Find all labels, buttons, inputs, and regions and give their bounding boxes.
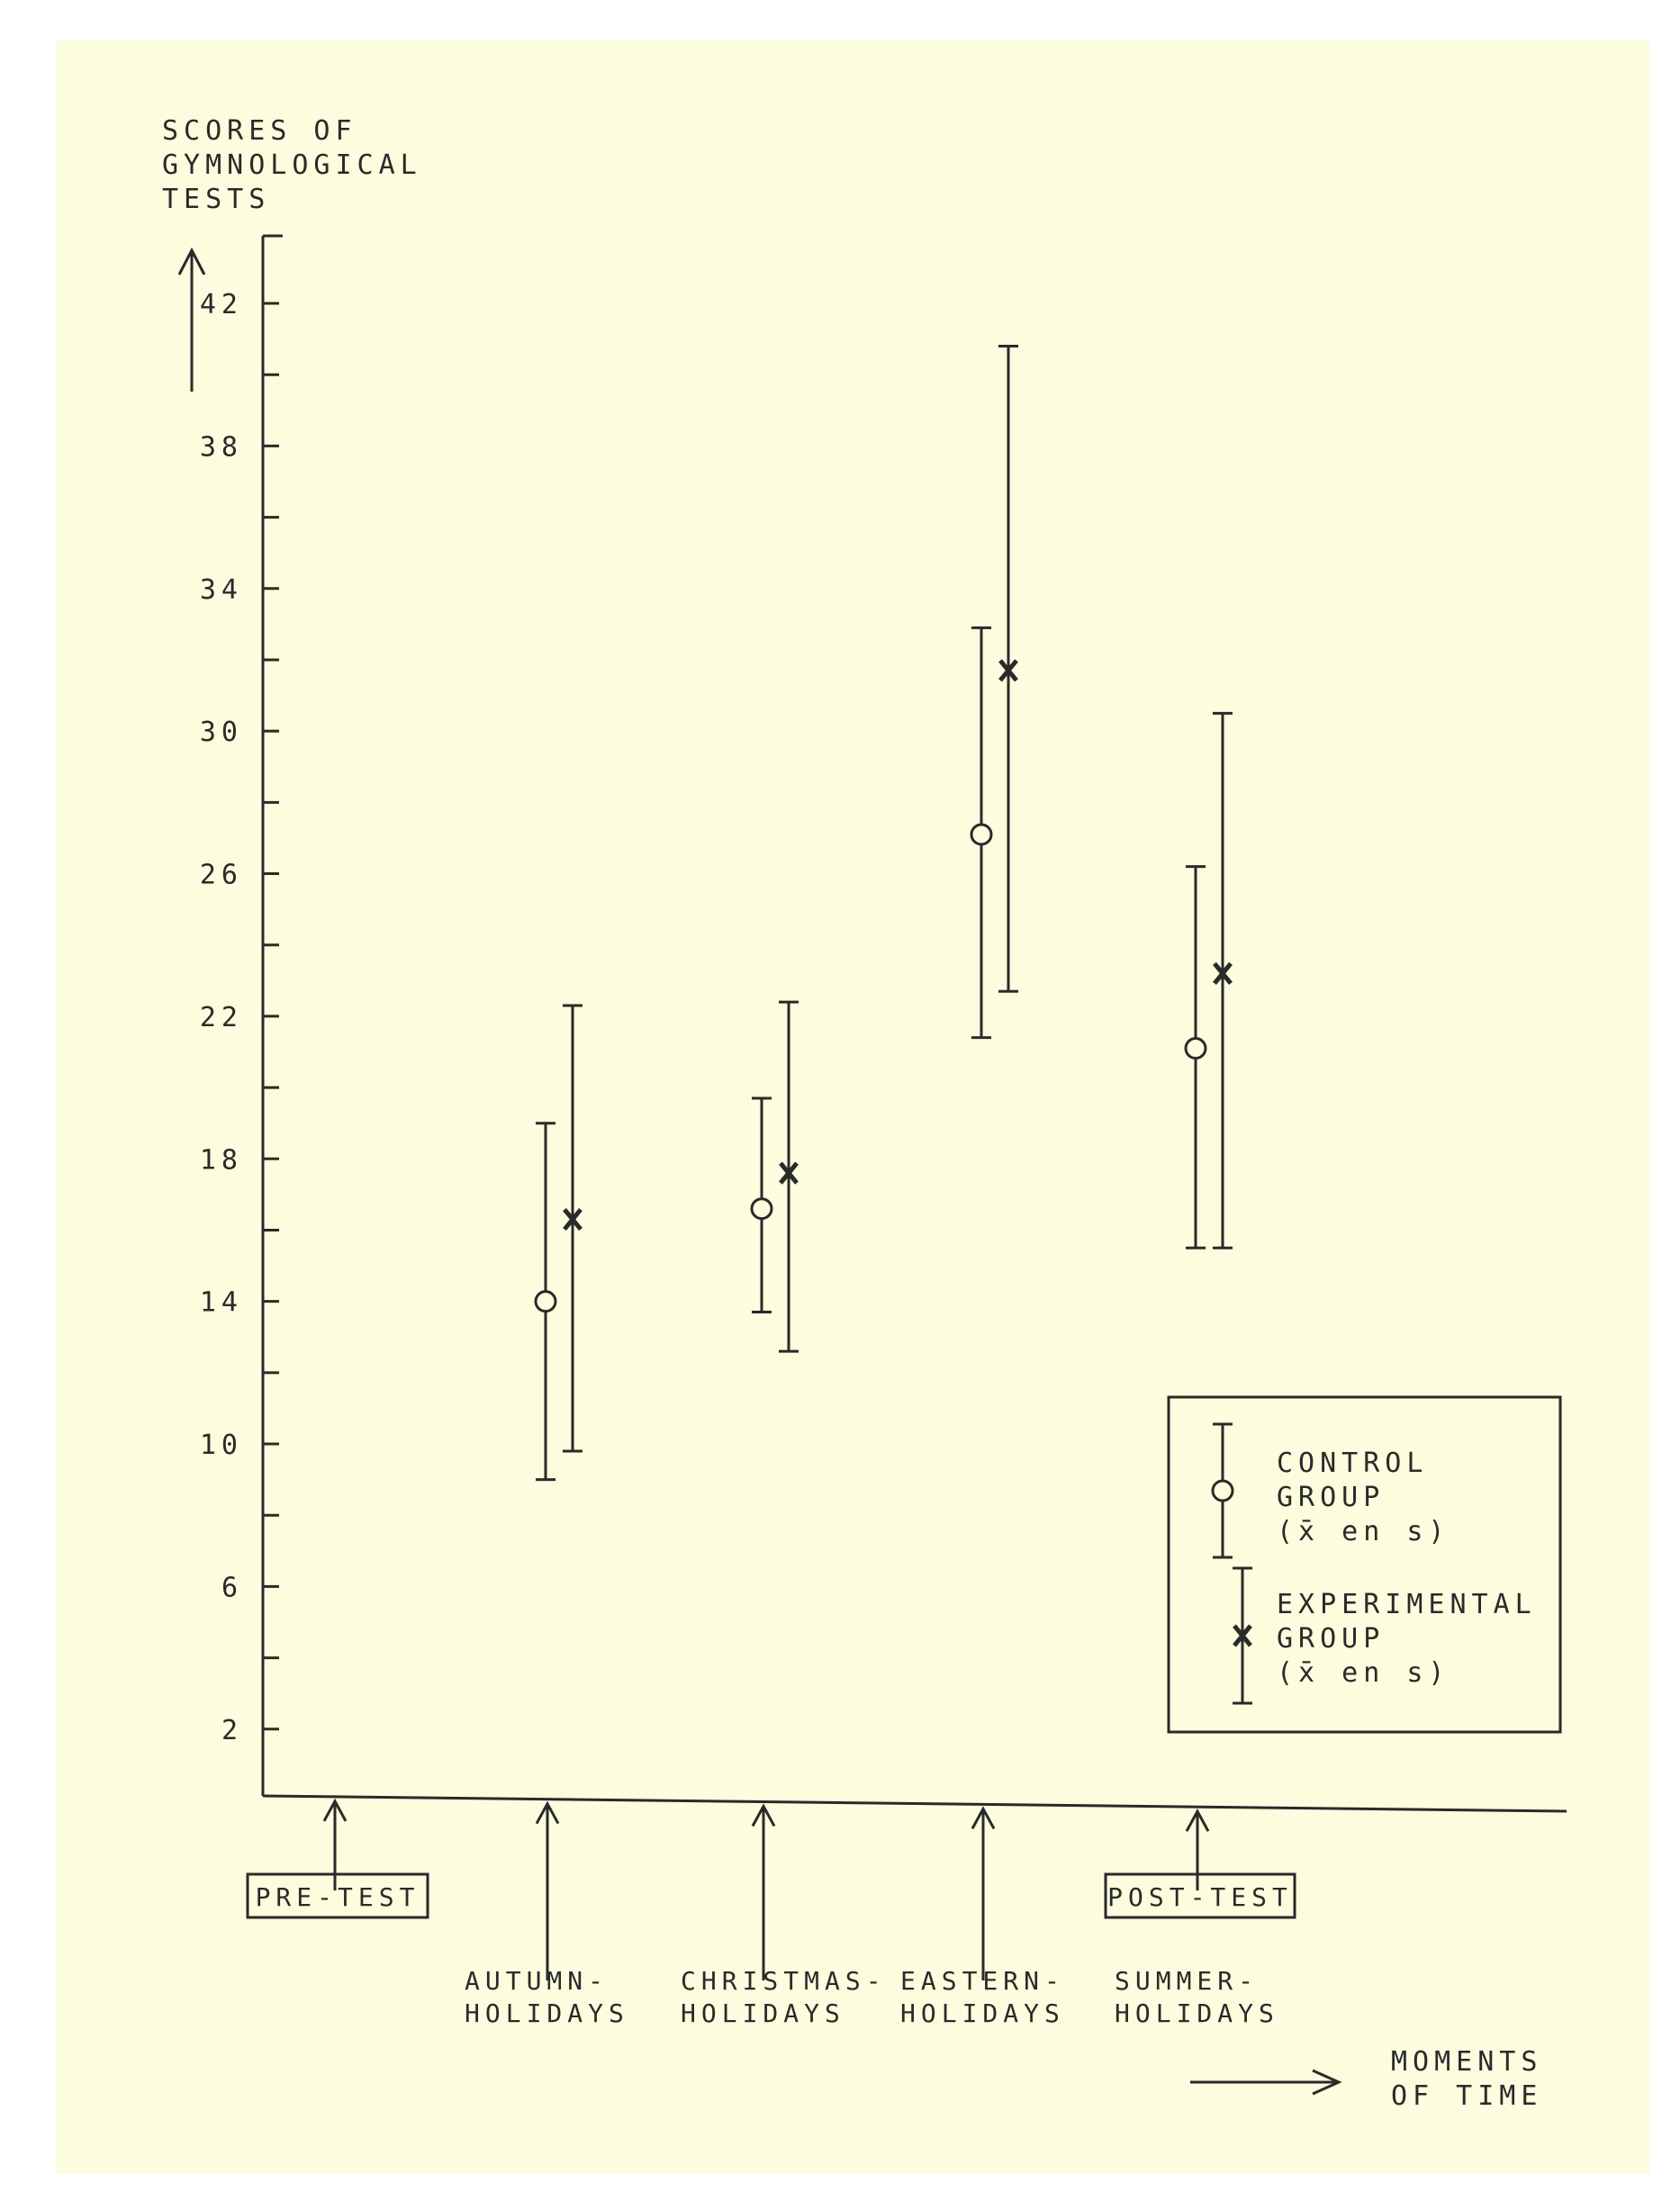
axes-layer [162,115,1567,1811]
x-moment-labels [248,1801,1542,2112]
moment-label-post: POST-TEST [1107,1882,1293,1912]
y-axis-label: GYMNOLOGICAL [162,149,422,181]
y-axis-label: TESTS [162,184,271,215]
y-tick-label: 14 [199,1286,243,1319]
series-layer [536,347,1233,1480]
y-tick-label: 38 [199,431,243,464]
moment-label-christmas: HOLIDAYS [681,1998,845,2028]
moment-label-pre: PRE-TEST [255,1882,420,1912]
legend-control-label: GROUP [1277,1482,1386,1513]
control-marker-circle [1186,1039,1206,1059]
moment-label-summer: SUMMER- [1115,1966,1260,1996]
moment-label-eastern: EASTERN- [900,1966,1065,1996]
y-tick-label: 18 [199,1144,243,1177]
y-tick-label: 34 [199,573,243,606]
moment-label-summer: HOLIDAYS [1115,1998,1279,2028]
y-tick-label: 10 [199,1430,243,1462]
control-marker-circle [752,1199,772,1219]
y-tick-label: 2 [221,1714,243,1746]
legend [1169,1397,1560,1732]
x-axis-line [263,1796,1567,1811]
y-tick-label: 22 [199,1001,243,1033]
legend-experimental-label: EXPERIMENTAL [1277,1589,1537,1620]
moment-label-autumn: HOLIDAYS [465,1998,629,2028]
control-marker-circle [1213,1481,1233,1501]
x-axis-label: OF TIME [1391,2080,1543,2112]
legend-experimental-label: GROUP [1277,1623,1386,1655]
moment-label-autumn: AUTUMN- [465,1966,610,1996]
y-tick-label: 26 [199,859,243,891]
legend-experimental-label: (x̄ en s) [1277,1657,1450,1689]
x-axis-label: MOMENTS [1391,2046,1543,2078]
control-marker-circle [536,1292,555,1312]
control-marker-circle [971,825,991,844]
y-axis-label: SCORES OF [162,115,357,147]
moment-label-eastern: HOLIDAYS [900,1998,1065,2028]
legend-control-label: CONTROL [1277,1448,1429,1479]
y-tick-label: 30 [199,717,243,749]
y-tick-label: 6 [221,1572,243,1604]
y-tick-label: 42 [199,289,243,320]
legend-control-label: (x̄ en s) [1277,1516,1450,1547]
moment-label-christmas: CHRISTMAS- [681,1966,887,1996]
